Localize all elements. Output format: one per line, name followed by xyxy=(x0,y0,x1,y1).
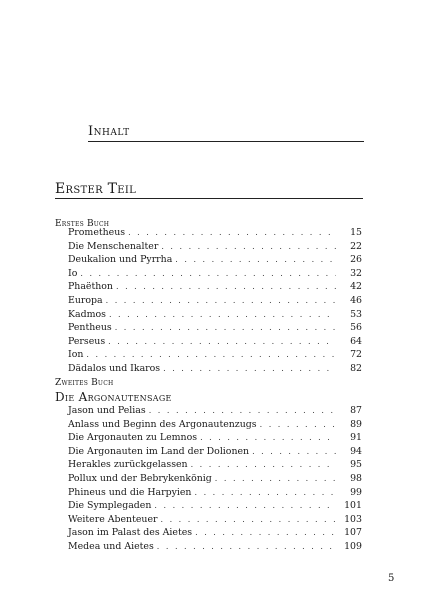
toc-entry[interactable] xyxy=(68,513,362,527)
dot-leader xyxy=(191,458,336,472)
dot-leader xyxy=(86,348,336,362)
entry-title: Pollux und der Bebrykenkönig xyxy=(68,472,212,484)
entry-page: 91 xyxy=(350,432,362,444)
toc-heading: Inhalt xyxy=(88,124,130,139)
entry-title: Phaëthon xyxy=(68,281,113,293)
dot-leader xyxy=(215,472,336,486)
entry-title: Pentheus xyxy=(68,322,112,334)
dot-leader xyxy=(252,445,336,459)
entry-page: 72 xyxy=(350,349,362,361)
entry-page: 32 xyxy=(350,267,362,279)
entry-page: 103 xyxy=(344,513,362,525)
toc-entry[interactable] xyxy=(68,458,362,472)
dot-leader xyxy=(106,294,336,308)
toc-entry[interactable] xyxy=(68,540,362,554)
dot-leader xyxy=(115,321,336,335)
entry-title: Jason im Palast des Aietes xyxy=(68,527,193,539)
dot-leader xyxy=(116,280,336,294)
entry-page: 87 xyxy=(350,405,362,416)
toc-entry[interactable] xyxy=(68,486,362,500)
dot-leader xyxy=(160,513,336,527)
entry-page: 109 xyxy=(344,540,362,552)
entry-title: Phineus und die Harpyien xyxy=(68,486,192,498)
entry-title: Dädalos und Ikaros xyxy=(68,362,161,374)
entry-title: Jason und Pelias xyxy=(68,405,146,416)
entry-page: 98 xyxy=(350,472,362,484)
dot-leader xyxy=(195,526,336,540)
entry-title: Europa xyxy=(68,294,103,306)
book-2-label: Zweites Buch xyxy=(55,378,114,388)
toc-entry[interactable] xyxy=(68,418,362,432)
toc-entry[interactable] xyxy=(68,404,362,418)
toc-entry[interactable] xyxy=(68,445,362,459)
toc-entry[interactable] xyxy=(68,280,362,294)
entry-title: Anlass und Beginn des Argonautenzugs xyxy=(68,418,257,430)
book-2-entries xyxy=(68,404,362,554)
entry-page: 22 xyxy=(350,240,362,252)
part-title: Erster Teil xyxy=(55,181,137,197)
toc-entry[interactable] xyxy=(68,267,362,281)
dot-leader xyxy=(200,431,336,445)
dot-leader xyxy=(260,418,336,432)
entry-title: Prometheus xyxy=(68,227,126,238)
entry-page: 64 xyxy=(350,335,362,347)
toc-entry[interactable] xyxy=(68,240,362,254)
entry-title: Die Menschenalter xyxy=(68,240,159,252)
entry-title: Die Argonauten zu Lemnos xyxy=(68,432,198,444)
toc-entry[interactable] xyxy=(68,321,362,335)
book-2-title: Die Argonautensage xyxy=(55,390,172,404)
book-1-entries xyxy=(68,226,362,376)
dot-leader xyxy=(163,362,336,376)
entry-title: Ion xyxy=(68,349,84,361)
entry-page: 94 xyxy=(350,445,362,457)
toc-entry[interactable] xyxy=(68,362,362,376)
entry-title: Weitere Abenteuer xyxy=(68,513,158,525)
entry-title: Die Argonauten im Land der Dolionen xyxy=(68,445,250,457)
dot-leader xyxy=(128,226,336,240)
toc-entry[interactable] xyxy=(68,499,362,513)
book-1-label: Erstes Buch xyxy=(55,219,110,229)
toc-entry[interactable] xyxy=(68,472,362,486)
dot-leader xyxy=(157,540,336,554)
entry-page: 89 xyxy=(350,418,362,430)
entry-title: Deukalion und Pyrrha xyxy=(68,254,173,266)
entry-page: 42 xyxy=(350,281,362,293)
dot-leader xyxy=(109,308,336,322)
heading-rule xyxy=(88,141,364,142)
entry-page: 26 xyxy=(350,254,362,266)
dot-leader xyxy=(154,499,336,513)
toc-entry[interactable] xyxy=(68,294,362,308)
entry-title: Kadmos xyxy=(68,308,106,320)
toc-entry[interactable] xyxy=(68,253,362,267)
entry-page: 107 xyxy=(344,527,362,539)
entry-page: 95 xyxy=(350,459,362,471)
toc-entry[interactable] xyxy=(68,431,362,445)
entry-title: Herakles zurückgelassen xyxy=(68,459,188,471)
entry-title: Perseus xyxy=(68,335,106,347)
entry-title: Medea und Aietes xyxy=(68,540,154,552)
entry-page: 53 xyxy=(350,308,362,320)
entry-title: Io xyxy=(68,267,78,279)
entry-page: 82 xyxy=(350,362,362,374)
entry-page: 56 xyxy=(350,322,362,334)
entry-page: 15 xyxy=(350,227,362,238)
toc-entry[interactable] xyxy=(68,335,362,349)
entry-page: 99 xyxy=(350,486,362,498)
dot-leader xyxy=(194,486,336,500)
dot-leader xyxy=(80,267,336,281)
toc-entry[interactable] xyxy=(68,348,362,362)
dot-leader xyxy=(149,404,336,418)
page-number: 5 xyxy=(388,573,395,584)
toc-entry[interactable] xyxy=(68,226,362,240)
entry-page: 46 xyxy=(350,294,362,306)
dot-leader xyxy=(161,240,336,254)
toc-entry[interactable] xyxy=(68,526,362,540)
toc-entry[interactable] xyxy=(68,308,362,322)
entry-title: Die Symplegaden xyxy=(68,500,152,512)
dot-leader xyxy=(175,253,336,267)
entry-page: 101 xyxy=(344,500,362,512)
dot-leader xyxy=(108,335,336,349)
part-rule xyxy=(55,198,363,199)
